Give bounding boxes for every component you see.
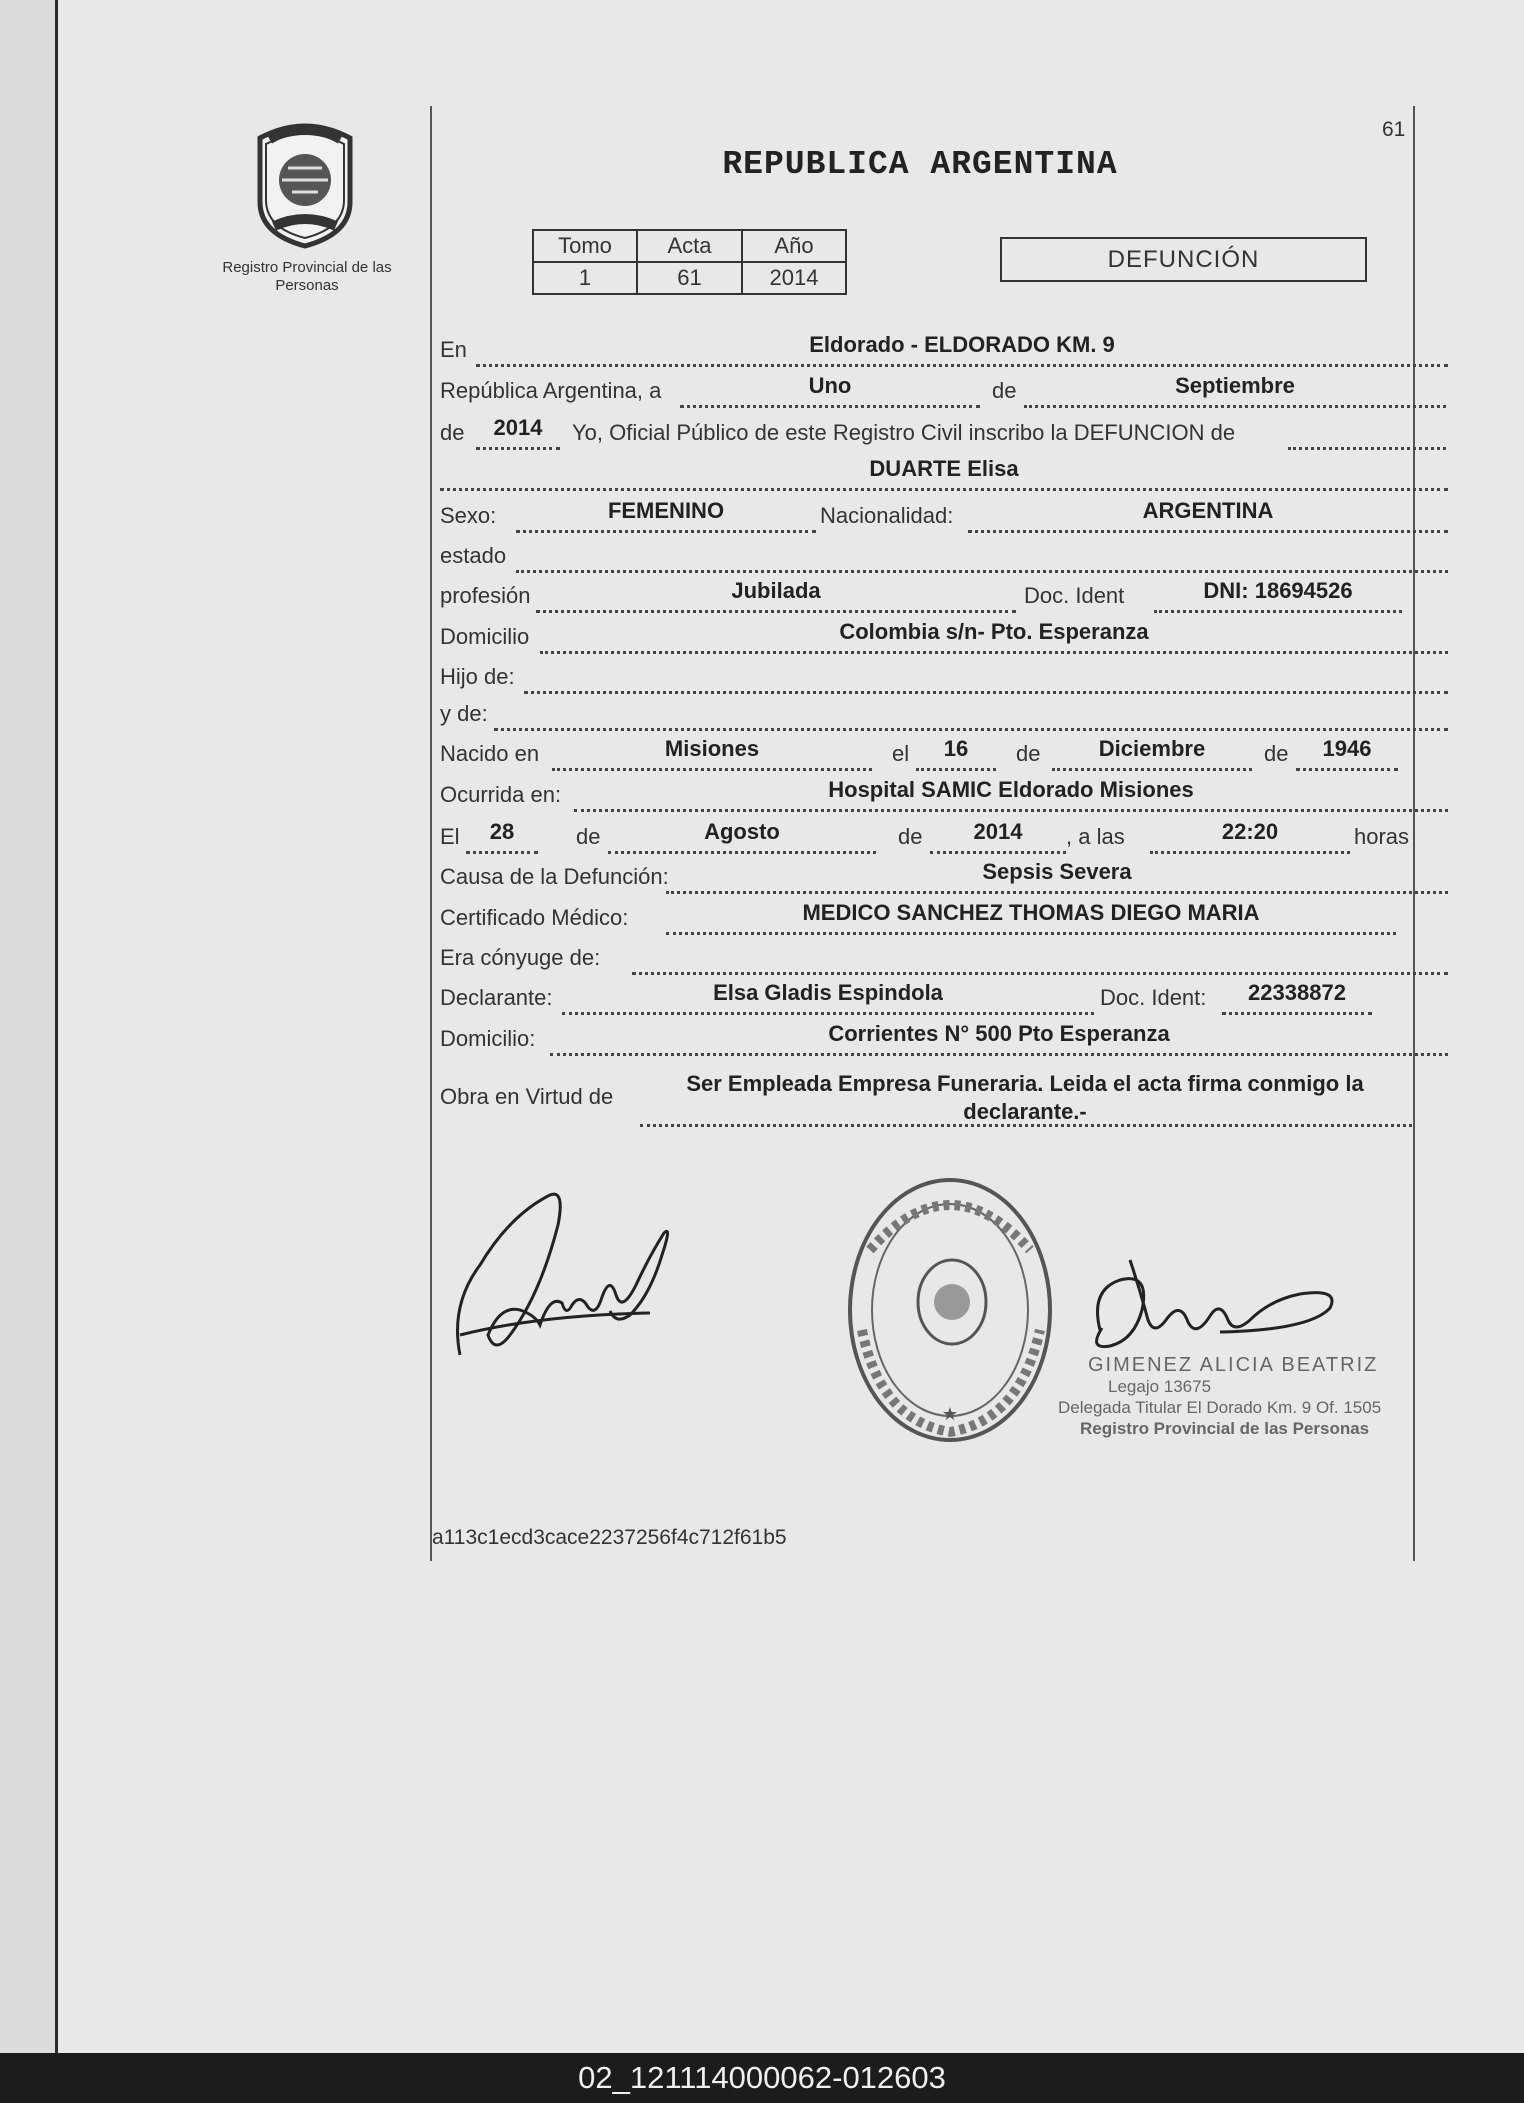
republica-label: República Argentina, a: [440, 378, 662, 403]
doc-ident-field: DNI: 18694526: [1154, 583, 1402, 613]
declarant-signature-icon: [440, 1185, 680, 1365]
en-label: En: [440, 337, 467, 362]
record-type-box: DEFUNCIÓN: [1000, 237, 1367, 282]
ocurrida-field: Hospital SAMIC Eldorado Misiones: [574, 782, 1448, 812]
conyuge-field: [632, 945, 1448, 975]
official-registry: Registro Provincial de las Personas: [1080, 1419, 1370, 1438]
declarante-label: Declarante:: [440, 985, 553, 1010]
de-death-year-label: de: [898, 824, 923, 849]
tomo-value: 1: [533, 262, 637, 294]
domicilio2-label: Domicilio:: [440, 1026, 536, 1051]
right-frame-line: [1413, 106, 1415, 1561]
domicilio-field: Colombia s/n- Pto. Esperanza: [540, 624, 1448, 654]
obra-label: Obra en Virtud de: [440, 1084, 614, 1109]
conyuge-label: Era cónyuge de:: [440, 945, 601, 970]
left-frame-line: [430, 106, 432, 1561]
y-de-label: y de:: [440, 701, 488, 726]
misiones-emblem-icon: [252, 118, 358, 250]
estado-field: [516, 543, 1448, 573]
record-table: [532, 229, 847, 295]
estado-label: estado: [440, 543, 507, 568]
ocurrida-label: Ocurrida en:: [440, 782, 562, 807]
hijo-de-field: [524, 664, 1448, 694]
registry-label: Registro Provincial de las Personas: [222, 259, 392, 294]
profesion-field: Jubilada: [536, 583, 1016, 613]
inscribo-label: Yo, Oficial Público de este Registro Civil inscribo la DEFUNCION de: [572, 420, 1236, 445]
domicilio-label: Domicilio: [440, 624, 530, 649]
day-word-field: Uno: [680, 378, 980, 408]
footer-id: 02_121114000062-012603: [0, 2053, 1524, 2103]
country-title: REPUBLICA ARGENTINA: [722, 146, 1118, 183]
tomo-header: Tomo: [533, 230, 637, 262]
sexo-label: Sexo:: [440, 503, 497, 528]
nacionalidad-field: ARGENTINA: [968, 503, 1448, 533]
official-role: Delegada Titular El Dorado Km. 9 Of. 1505: [1058, 1398, 1382, 1417]
death-year-field: 2014: [930, 824, 1066, 854]
de-death-month-label: de: [576, 824, 601, 849]
document-hash: a113c1ecd3cace2237256f4c712f61b5: [432, 1526, 787, 1549]
nacido-en-field: Misiones: [552, 741, 872, 771]
death-day-field: 28: [466, 824, 538, 854]
el-label: el: [892, 741, 910, 766]
acta-header: Acta: [637, 230, 742, 262]
official-stamp: [1058, 1355, 1388, 1439]
profesion-label: profesión: [440, 583, 531, 608]
svg-text:★: ★: [941, 1404, 959, 1424]
obra-line: [640, 1124, 1412, 1127]
obra-field: Ser Empleada Empresa Funeraria. Leida el acta firma conmigo la declarante.-: [686, 1071, 1364, 1124]
de-birth-month-label: de: [1016, 741, 1041, 766]
hijo-de-label: Hijo de:: [440, 664, 515, 689]
declarante-domicilio-field: Corrientes N° 500 Pto Esperanza: [550, 1026, 1448, 1056]
birth-month-field: Diciembre: [1052, 741, 1252, 771]
official-signature-icon: [1070, 1250, 1370, 1370]
deceased-name-field: DUARTE Elisa: [440, 461, 1448, 491]
certificado-field: MEDICO SANCHEZ THOMAS DIEGO MARIA: [666, 905, 1396, 935]
month-field: Septiembre: [1024, 378, 1446, 408]
causa-field: Sepsis Severa: [666, 864, 1448, 894]
de-label: de: [992, 378, 1017, 403]
de-year-label: de: [440, 420, 465, 445]
sexo-field: FEMENINO: [516, 503, 816, 533]
year-field: 2014: [476, 420, 560, 450]
acta-value: 61: [637, 262, 742, 294]
anio-header: Año: [742, 230, 846, 262]
place-field: Eldorado - ELDORADO KM. 9: [476, 337, 1448, 367]
nacido-en-label: Nacido en: [440, 741, 540, 766]
birth-day-field: 16: [916, 741, 996, 771]
declarante-doc-field: 22338872: [1222, 985, 1372, 1015]
page-number: 61: [1382, 118, 1406, 141]
birth-year-field: 1946: [1296, 741, 1398, 771]
causa-label: Causa de la Defunción:: [440, 864, 669, 889]
certificado-label: Certificado Médico:: [440, 905, 629, 930]
doc-ident2-label: Doc. Ident:: [1100, 985, 1207, 1010]
registry-seal-icon: [840, 1170, 1060, 1450]
horas-label: horas: [1354, 824, 1410, 849]
de-birth-year-label: de: [1264, 741, 1289, 766]
nacionalidad-label: Nacionalidad:: [820, 503, 954, 528]
declarante-field: Elsa Gladis Espindola: [562, 985, 1094, 1015]
inscribo-blank: [1288, 420, 1446, 450]
official-name: GIMENEZ ALICIA BEATRIZ: [1088, 1354, 1379, 1376]
binding-strip: [0, 0, 58, 2053]
doc-ident-label: Doc. Ident: [1024, 583, 1125, 608]
death-time-field: 22:20: [1150, 824, 1350, 854]
a-las-label: , a las: [1066, 824, 1125, 849]
anio-value: 2014: [742, 262, 846, 294]
death-month-field: Agosto: [608, 824, 876, 854]
el-death-label: El: [440, 824, 460, 849]
official-legajo: Legajo 13675: [1108, 1377, 1212, 1396]
y-de-field: [494, 701, 1448, 731]
